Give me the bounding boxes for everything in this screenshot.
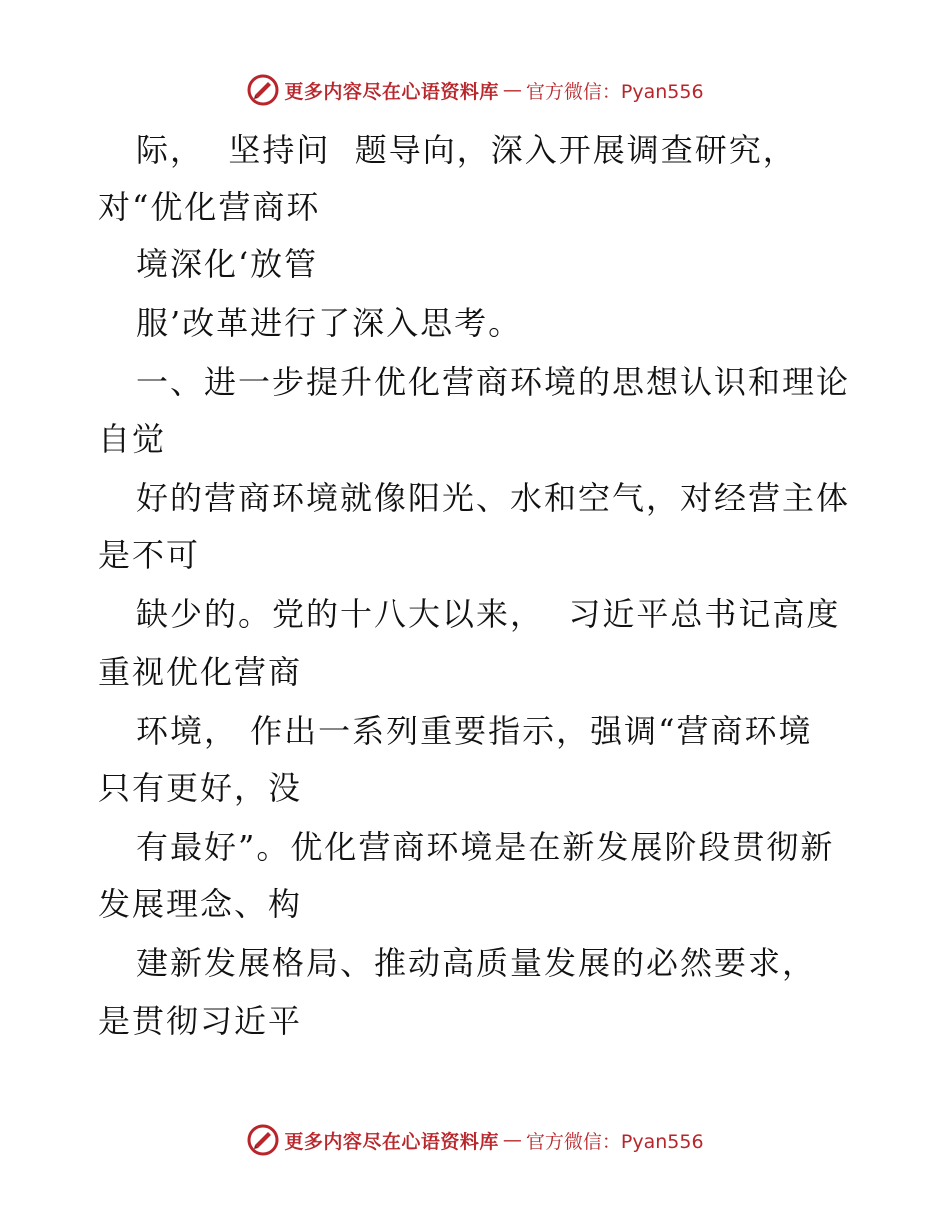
pen-logo-icon <box>246 73 280 107</box>
body-line-12: 只有更好，没 <box>98 769 303 807</box>
body-line-16: 是贯彻习近平 <box>98 1002 303 1040</box>
body-line-2: 对“优化营商环 <box>98 188 321 226</box>
header-banner-dash: — <box>502 79 522 101</box>
footer-banner-dash: — <box>502 1129 522 1151</box>
body-line-11: 环境， 作出一系列重要指示，强调“营商环境 <box>136 712 813 750</box>
header-banner-text: 更多内容尽在心语资料库 <box>284 80 499 103</box>
body-line-6: 自觉 <box>98 420 167 458</box>
body-line-15: 建新发展格局、推动高质量发展的必然要求， <box>136 944 817 982</box>
body-line-9: 缺少的。党的十八大以来， 习近平总书记高度 <box>136 595 841 633</box>
body-line-3: 境深化‘放管 <box>136 245 319 283</box>
pen-logo-icon <box>246 1123 280 1157</box>
body-line-14: 发展理念、构 <box>98 885 303 923</box>
body-line-7: 好的营商环境就像阳光、水和空气，对经营主体 <box>136 479 851 517</box>
footer-banner-text: 更多内容尽在心语资料库 <box>284 1130 499 1153</box>
body-line-4: 服’改革进行了深入思考。 <box>136 304 523 342</box>
header-banner-contact: 官方微信：Pyan556 <box>525 80 704 103</box>
body-line-13: 有最好”。优化营商环境是在新发展阶段贯彻新 <box>136 828 835 866</box>
footer-banner-contact: 官方微信：Pyan556 <box>525 1130 704 1153</box>
header-banner <box>0 70 950 110</box>
body-line-1: 际， 坚持问 题导向，深入开展调查研究， <box>136 131 797 169</box>
body-line-5: 一、进一步提升优化营商环境的思想认识和理论 <box>136 363 851 401</box>
body-line-8: 是不可 <box>98 536 201 574</box>
footer-banner <box>0 1120 950 1160</box>
body-line-10: 重视优化营商 <box>98 653 303 691</box>
